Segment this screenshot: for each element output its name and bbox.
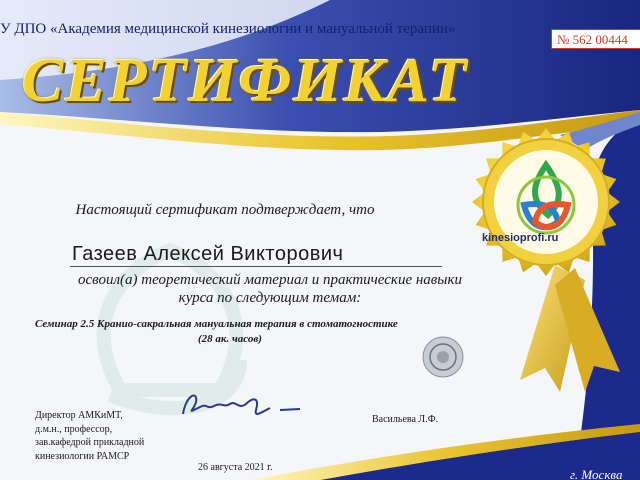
certificate-number: № 562 00444 bbox=[551, 29, 640, 49]
mastered-text bbox=[0, 271, 540, 307]
director-title: Директор АМКиМТ, д.м.н., профессор, зав.кафедрой прикладной кинезиологии РАМСР bbox=[35, 410, 145, 462]
organization-name: У ДПО «Академия медицинской кинезиологии и мануальной терапии» bbox=[0, 21, 456, 37]
mastered-line-1: освоил(а) теоретический материал и практические навыки bbox=[78, 272, 462, 288]
medal-website: kinesioprofi.ru bbox=[482, 232, 559, 244]
confirmation-text: Настоящий сертификат подтверждает, что bbox=[75, 202, 375, 218]
issue-date: 26 августа 2021 г. bbox=[198, 462, 273, 473]
seminar-hours: (28 ак. часов) bbox=[198, 333, 262, 345]
seminar-topic: Семинар 2.5 Кранио-сакральная мануальная терапия в стоматогностике bbox=[35, 318, 398, 330]
certificate-title: СЕРТИФИКАТ bbox=[22, 47, 469, 115]
hologram-seal-icon bbox=[423, 337, 463, 377]
mastered-line-2: курса по следующим темам: bbox=[178, 290, 362, 306]
signer-name: Васильева Л.Ф. bbox=[372, 414, 439, 425]
name-underline bbox=[70, 266, 442, 267]
recipient-name: Газеев Алексей Викторович bbox=[72, 243, 344, 265]
issue-city: г. Москва bbox=[570, 467, 623, 480]
